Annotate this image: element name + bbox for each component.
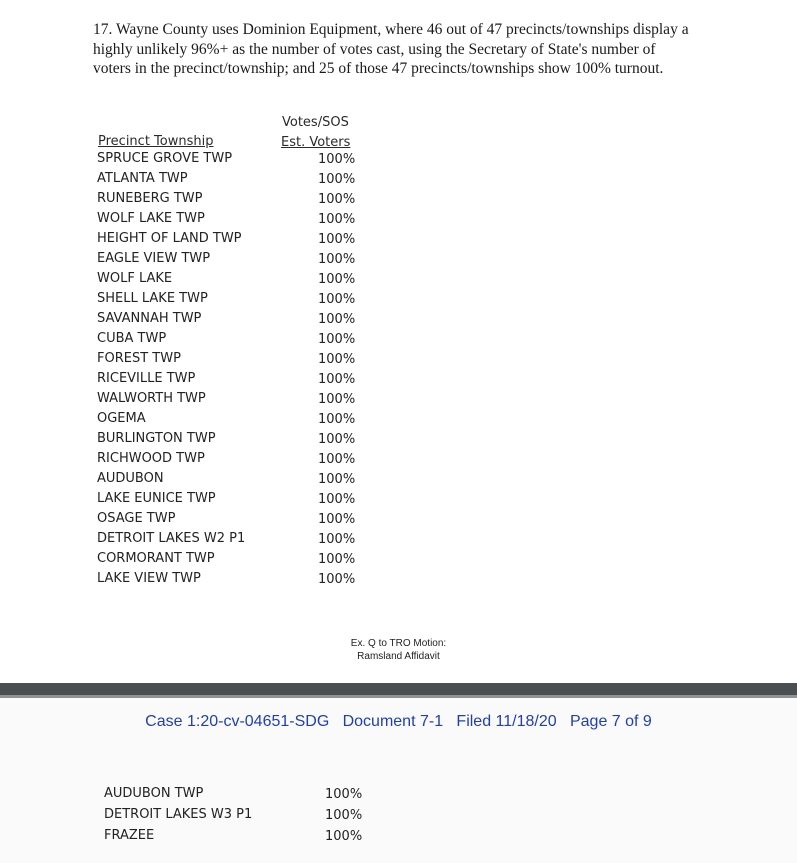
- table-row: [0, 828, 797, 849]
- precinct-name: AUDUBON: [97, 471, 164, 486]
- table-row: [0, 451, 797, 471]
- turnout-percent: 100%: [325, 787, 363, 802]
- table-row: [0, 471, 797, 491]
- turnout-percent: 100%: [325, 808, 363, 823]
- turnout-percent: 100%: [318, 212, 356, 227]
- turnout-percent: 100%: [318, 432, 356, 447]
- precinct-name: SHELL LAKE TWP: [97, 291, 208, 306]
- turnout-percent: 100%: [318, 152, 356, 167]
- page-divider: [0, 683, 797, 695]
- document-page-8: [0, 698, 797, 863]
- turnout-percent: 100%: [318, 312, 356, 327]
- table-row: [0, 371, 797, 391]
- turnout-percent: 100%: [318, 172, 356, 187]
- precinct-name: AUDUBON TWP: [104, 786, 204, 801]
- precinct-name: OGEMA: [97, 411, 146, 426]
- table-row: [0, 311, 797, 331]
- precinct-name: DETROIT LAKES W3 P1: [104, 807, 253, 822]
- turnout-percent: 100%: [318, 412, 356, 427]
- table-row: [0, 391, 797, 411]
- precinct-name: DETROIT LAKES W2 P1: [97, 531, 246, 546]
- precinct-name: BURLINGTON TWP: [97, 431, 216, 446]
- table-row: [0, 571, 797, 591]
- table-row: [0, 351, 797, 371]
- turnout-percent: 100%: [318, 252, 356, 267]
- precinct-name: FOREST TWP: [97, 351, 181, 366]
- table-row: [0, 511, 797, 531]
- header-precinct-township: Precinct Township: [98, 134, 214, 149]
- table-row: [0, 331, 797, 351]
- turnout-percent: 100%: [318, 232, 356, 247]
- precinct-table: [0, 151, 797, 591]
- turnout-percent: 100%: [318, 292, 356, 307]
- turnout-percent: 100%: [318, 352, 356, 367]
- header-est-voters: Est. Voters: [281, 135, 351, 150]
- table-row: [0, 551, 797, 571]
- precinct-name: WALWORTH TWP: [97, 391, 206, 406]
- turnout-percent: 100%: [318, 472, 356, 487]
- table-row: [0, 531, 797, 551]
- precinct-name: SAVANNAH TWP: [97, 311, 202, 326]
- turnout-percent: 100%: [318, 512, 356, 527]
- exhibit-footer: [0, 637, 797, 663]
- precinct-name: RICEVILLE TWP: [97, 371, 196, 386]
- turnout-percent: 100%: [318, 332, 356, 347]
- paragraph-17: 17. Wayne County uses Dominion Equipment, where 46 out of 47 precincts/townships display a highly unlikely 96%+ as the number of votes cast, using the Secretary of State's number of voters in the precinct/township; and 25 of those 47 precincts/townships show 100% turnout.: [93, 21, 689, 77]
- turnout-percent: 100%: [318, 532, 356, 547]
- precinct-table-continued: [0, 786, 797, 849]
- turnout-percent: 100%: [318, 492, 356, 507]
- turnout-percent: 100%: [318, 392, 356, 407]
- table-row: [0, 786, 797, 807]
- precinct-name: LAKE EUNICE TWP: [97, 491, 216, 506]
- precinct-name: WOLF LAKE: [97, 271, 173, 286]
- turnout-percent: 100%: [318, 552, 356, 567]
- precinct-name: EAGLE VIEW TWP: [97, 251, 211, 266]
- table-row: [0, 171, 797, 191]
- case-header: Case 1:20-cv-04651-SDG Document 7-1 Filed 11/18/20 Page 7 of 9: [145, 713, 652, 730]
- precinct-name: OSAGE TWP: [97, 511, 176, 526]
- turnout-percent: 100%: [325, 829, 363, 844]
- turnout-percent: 100%: [318, 192, 356, 207]
- precinct-name: CORMORANT TWP: [97, 551, 215, 566]
- turnout-percent: 100%: [318, 372, 356, 387]
- exhibit-label: Ex. Q to TRO Motion:: [350, 638, 447, 649]
- table-row: [0, 807, 797, 828]
- table-row: [0, 191, 797, 211]
- table-row: [0, 231, 797, 251]
- precinct-name: RUNEBERG TWP: [97, 191, 203, 206]
- turnout-percent: 100%: [318, 272, 356, 287]
- precinct-name: RICHWOOD TWP: [97, 451, 205, 466]
- turnout-percent: 100%: [318, 452, 356, 467]
- table-row: [0, 151, 797, 171]
- precinct-name: WOLF LAKE TWP: [97, 211, 205, 226]
- affidavit-label: Ramsland Affidavit: [357, 651, 440, 662]
- table-row: [0, 491, 797, 511]
- precinct-name: CUBA TWP: [97, 331, 167, 346]
- table-row: [0, 211, 797, 231]
- precinct-name: ATLANTA TWP: [97, 171, 188, 186]
- table-row: [0, 291, 797, 311]
- precinct-name: LAKE VIEW TWP: [97, 571, 201, 586]
- turnout-percent: 100%: [318, 572, 356, 587]
- header-votes-sos: Votes/SOS: [282, 115, 349, 130]
- precinct-name: HEIGHT OF LAND TWP: [97, 231, 242, 246]
- table-row: [0, 251, 797, 271]
- table-row: [0, 271, 797, 291]
- table-row: [0, 411, 797, 431]
- precinct-name: SPRUCE GROVE TWP: [97, 151, 233, 166]
- table-row: [0, 431, 797, 451]
- precinct-name: FRAZEE: [104, 828, 155, 843]
